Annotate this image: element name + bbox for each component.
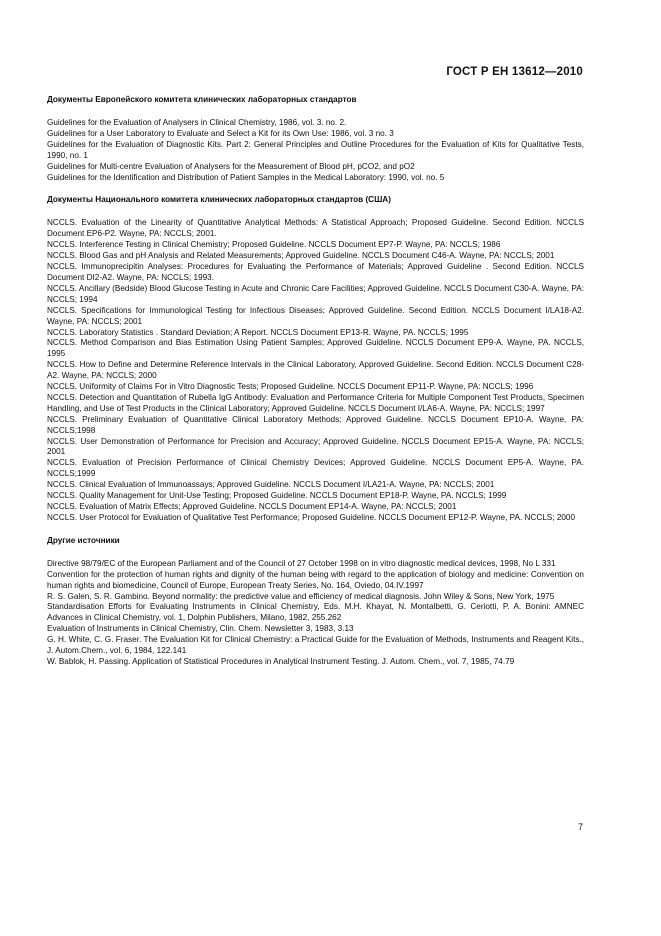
reference-entry: Guidelines for the Evaluation of Analysers in Clinical Chemistry, 1986, vol. 3. no. 2.	[47, 118, 347, 127]
section-title: Документы Национального комитета клинических лабораторных стандартов (США)	[47, 195, 391, 205]
bibliography-section	[47, 195, 584, 523]
reference-entry: NCCLS. Evaluation of Matrix Effects; Approved Guideline. NCCLS Document EP14-A. Wayne, PA: NCCLS; 2001	[47, 502, 457, 511]
reference-entry: Guidelines for Multi-centre Evaluation of Analysers for the Measurement of Blood pH, pCO2, and pO2	[47, 161, 415, 171]
reference-entry: NCCLS. User Protocol for Evaluation of Qualitative Test Performance; Proposed Guideline. NCCLS Document EP12-P. Wayne, PA. NCCLS; 2000	[47, 512, 576, 522]
reference-entry: Guidelines for a User Laboratory to Evaluate and Select a Kit for its Own Use: 1986, vol. 3 no. 3	[47, 128, 394, 138]
reference-entry: NCCLS. Detection and Quantitation of Rubella IgG Antibody: Evaluation and Performance Criteria for Multiple Component Test Products, Specimen Handling, and Use of Test Products in the Clinical Laboratory; Approved Guideline. NCCLS Document I/LA6-A. Wayne, PA: NCCLS; 1997	[47, 392, 584, 413]
section-title: Другие источники	[47, 535, 120, 545]
reference-entry: NCCLS. Specifications for Immunological Testing for Infectious Diseases; Approved Guideline. Second Edition. NCCLS Document I/LA18-A2. Wayne, PA: NCCLS; 2001	[47, 305, 584, 326]
reference-entry: Standardisation Efforts for Evaluating Instruments in Clinical Chemistry, Eds. M.H. Khayat, N. Montalbetti, G. Ceriotti, P. A. Bonini: AMNEC Advances in Clinical Chemistry, vol. 1, Dolphin Publishers, Milano, 1982, 255.262	[47, 602, 584, 623]
reference-entry: NCCLS. Preliminary Evaluation of Quantitative Clinical Laboratory Methods; Approved Guideline. NCCLS Document EP10-A. Wayne, PA: NCCLS;1998	[47, 414, 584, 435]
reference-entry: NCCLS. Immunoprecipitin Analyses: Procedures for Evaluating the Performance of Materials; Approved Guideline . Second Edition. NCCLS Document DI2-A2. Wayne, PA: NCCLS; 1993.	[47, 262, 584, 282]
reference-entry: Evaluation of Instruments in Clinical Chemistry, Clin. Chem. Newsletter 3, 1983, 3.13	[47, 624, 354, 634]
section-title: Документы Европейского комитета клинических лабораторных стандартов	[47, 95, 357, 104]
bibliography-content	[47, 95, 584, 680]
reference-entry: NCCLS. How to Define and Determine Reference Intervals in the Clinical Laboratory, Approved Guideline. Second Edition. NCCLS Document C28-A2. Wayne, PA: NCCLS; 2000	[47, 360, 584, 381]
bibliography-section	[47, 95, 584, 183]
reference-entry: NCCLS. Interference Testing in Clinical Chemistry; Proposed Guideline. NCCLS Document EP7-P. Wayne, PA: NCCLS; 1986	[47, 240, 501, 250]
reference-entry: W. Bablok, H. Passing. Application of Statistical Procedures in Analytical Instrument Testing. J. Autom. Chem., vol. 7, 1985, 74.79	[47, 656, 515, 666]
reference-entry: NCCLS. Evaluation of Precision Performance of Clinical Chemistry Devices; Approved Guideline. NCCLS Document EP5-A. Wayne, PA. NCCLS;1999	[47, 458, 584, 479]
reference-entry: G. H. White, C. G. Fraser. The Evaluation Kit for Clinical Chemistry: a Practical Guide for the Evaluation of Methods, Instruments and Reagent Kits., J. Autom.Chem., vol. 6, 1984, 122.141	[47, 635, 584, 656]
bibliography-section	[47, 536, 584, 668]
reference-entry: Convention for the protection of human rights and dignity of the human being with regard to the application of biology and medicine: Convention on human rights and biomedicine, Council of Europe, European Treaty Series, No. 164, Oviedo, 04.IV.1997	[47, 569, 584, 590]
reference-entry: NCCLS. Laboratory Statistics . Standard Deviation; A Report. NCCLS Document EP13-R. Wayne, PA. NCCLS; 1995	[47, 327, 469, 337]
page-number: 7	[577, 822, 583, 832]
reference-entry: Directive 98/79/EC of the European Parliament and of the Council of 27 October 1998 on in vitro diagnostic medical devices, 1998, No L 331	[47, 558, 556, 568]
reference-entry: NCCLS. Clinical Evaluation of Immunoassays; Approved Guideline. NCCLS Document I/LA21-A. Wayne, PA: NCCLS; 2001	[47, 480, 495, 490]
reference-entry: Guidelines for the Identification and Distribution of Patient Samples in the Medical Laboratory: 1990, vol. no. 5	[47, 172, 445, 182]
reference-entry: R. S. Galen, S. R. Gambino. Beyond normality: the predictive value and efficiency of medical diagnosis. John Wiley & Sons, New York, 1975	[47, 591, 555, 601]
reference-entry: NCCLS. Evaluation of the Linearity of Quantitative Analytical Methods: A Statistical Approach; Proposed Guideline. Second Edition. NCCLS Document EP6-P2. Wayne, PA: NCCLS; 2001.	[47, 218, 584, 239]
reference-entry: NCCLS. Blood Gas and pH Analysis and Related Measurements; Approved Guideline. NCCLS Document C46-A. Wayne, PA: NCCLS; 2001	[47, 251, 555, 261]
reference-entry: NCCLS. Ancillary (Bedside) Blood Glucose Testing in Acute and Chronic Care Facilities; Approved Guideline. NCCLS Document C30-A. Wayne, PA: NCCLS; 1994	[47, 283, 584, 304]
reference-entry: NCCLS. Quality Management for Unit-Use Testing; Proposed Guideline. NCCLS Document EP18-P. Wayne, PA. NCCLS; 1999	[47, 491, 507, 501]
reference-entry: NCCLS. User Demonstration of Performance for Precision and Accuracy; Approved Guideline. NCCLS Document EP15-A. Wayne, PA: NCCLS; 2001	[47, 436, 584, 457]
standard-header: ГОСТ Р ЕН 13612—2010	[446, 66, 583, 78]
reference-entry: NCCLS. Method Comparison and Bias Estimation Using Patient Samples; Approved Guideline. NCCLS Document EP9-A. Wayne, PA. NCCLS, 1995	[47, 338, 584, 359]
reference-entry: NCCLS. Uniformity of Claims For in Vitro Diagnostic Tests; Proposed Guideline. NCCLS Document EP11-P. Wayne, PA: NCCLS; 1996	[47, 382, 534, 392]
reference-entry: Guidelines for the Evaluation of Diagnostic Kits. Part 2: General Principles and Outline Procedures for the Evaluation of Kits for Qualitative Tests, 1990, no. 1	[47, 139, 584, 160]
